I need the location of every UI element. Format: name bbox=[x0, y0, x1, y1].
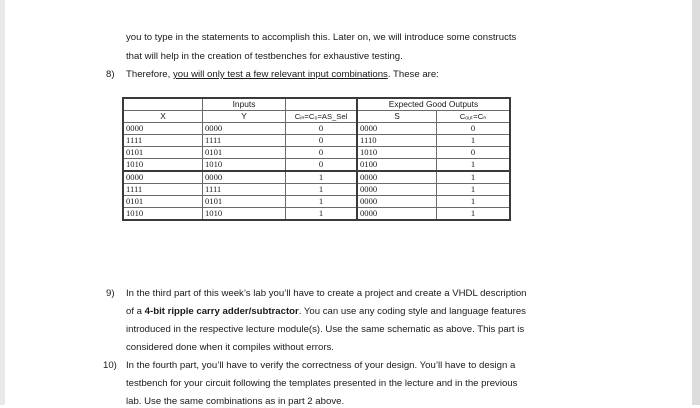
cell-cout: 1 bbox=[437, 171, 511, 184]
cell-y: 0101 bbox=[203, 196, 286, 208]
cell-x: 1010 bbox=[123, 159, 203, 172]
item-10-line-2: testbench for your circuit following the templates presented in the lecture and in the previous bbox=[126, 378, 518, 389]
cell-cout: 0 bbox=[437, 147, 511, 159]
item-8-underlined: you will only test a few relevant input combinations bbox=[172, 69, 388, 80]
item-9-line-4: considered done when it compiles without errors. bbox=[126, 342, 334, 353]
cell-cout: 0 bbox=[437, 123, 511, 135]
test-vector-table bbox=[122, 97, 511, 221]
header-s: S bbox=[357, 111, 437, 123]
item-9-bold-term: 4-bit ripple carry adder/subtractor bbox=[144, 306, 299, 317]
cell-sel: 0 bbox=[286, 135, 358, 147]
cell-sel: 0 bbox=[286, 159, 358, 172]
item-10-line-3: lab. Use the same combinations as in part 2 above. bbox=[126, 396, 345, 407]
cell-x: 1111 bbox=[123, 135, 203, 147]
cell-y: 0000 bbox=[203, 123, 286, 135]
cell-s: 0000 bbox=[357, 196, 437, 208]
cell-s: 0100 bbox=[357, 159, 437, 172]
header-blank-sel bbox=[286, 98, 358, 111]
item-9-line-1: In the third part of this week’s lab you’ll have to create a project and create a VHDL description bbox=[126, 288, 527, 299]
header-group-outputs: Expected Good Outputs bbox=[357, 98, 510, 111]
cell-x: 0000 bbox=[123, 123, 203, 135]
item-8-lead: Therefore, bbox=[126, 69, 173, 80]
cell-cout: 1 bbox=[437, 135, 511, 147]
header-sel: Cᵢₙ=C₀=AS_Sel bbox=[286, 111, 358, 123]
item-9-line-3: introduced in the respective lecture module(s). Use the same schematic as above. This part is bbox=[126, 324, 525, 335]
cell-y: 0101 bbox=[203, 147, 286, 159]
header-x: X bbox=[123, 111, 203, 123]
item-8-text bbox=[126, 68, 439, 81]
cell-sel: 0 bbox=[286, 147, 358, 159]
cell-y: 0000 bbox=[203, 171, 286, 184]
cell-y: 1010 bbox=[203, 159, 286, 172]
cell-cout: 1 bbox=[437, 184, 511, 196]
header-blank-x bbox=[123, 98, 203, 111]
cell-y: 1010 bbox=[203, 208, 286, 221]
item-10-number: 10) bbox=[103, 360, 117, 371]
cell-x: 1010 bbox=[123, 208, 203, 221]
cell-cout: 1 bbox=[437, 208, 511, 221]
cell-y: 1111 bbox=[203, 184, 286, 196]
header-y: Y bbox=[203, 111, 286, 123]
intro-line-1: you to type in the statements to accomplish this. Later on, we will introduce some constructs bbox=[126, 32, 517, 43]
cell-s: 1010 bbox=[357, 147, 437, 159]
item-9-line-2 bbox=[126, 305, 526, 318]
cell-x: 0101 bbox=[123, 147, 203, 159]
cell-cout: 1 bbox=[437, 159, 511, 172]
cell-s: 0000 bbox=[357, 123, 437, 135]
cell-y: 1111 bbox=[203, 135, 286, 147]
item-9-number: 9) bbox=[106, 288, 115, 299]
cell-x: 0101 bbox=[123, 196, 203, 208]
header-group-inputs: Inputs bbox=[203, 98, 286, 111]
item-8-number: 8) bbox=[106, 69, 115, 80]
item-9-pre: of a bbox=[126, 306, 145, 317]
cell-x: 0000 bbox=[123, 171, 203, 184]
cell-sel: 1 bbox=[286, 196, 358, 208]
item-9-post: . You can use any coding style and language features bbox=[298, 306, 526, 317]
header-cout: Cₒᵤₜ=Cₙ bbox=[437, 111, 511, 123]
cell-sel: 1 bbox=[286, 208, 358, 221]
cell-s: 0000 bbox=[357, 171, 437, 184]
item-8-tail: . These are: bbox=[387, 69, 439, 80]
cell-s: 1110 bbox=[357, 135, 437, 147]
cell-x: 1111 bbox=[123, 184, 203, 196]
cell-s: 0000 bbox=[357, 184, 437, 196]
cell-cout: 1 bbox=[437, 196, 511, 208]
cell-sel: 0 bbox=[286, 123, 358, 135]
item-10-line-1: In the fourth part, you’ll have to verify the correctness of your design. You’ll have to design a bbox=[126, 360, 516, 371]
cell-sel: 1 bbox=[286, 171, 358, 184]
intro-line-2: that will help in the creation of testbenches for exhaustive testing. bbox=[126, 51, 403, 62]
cell-sel: 1 bbox=[286, 184, 358, 196]
cell-s: 0000 bbox=[357, 208, 437, 221]
